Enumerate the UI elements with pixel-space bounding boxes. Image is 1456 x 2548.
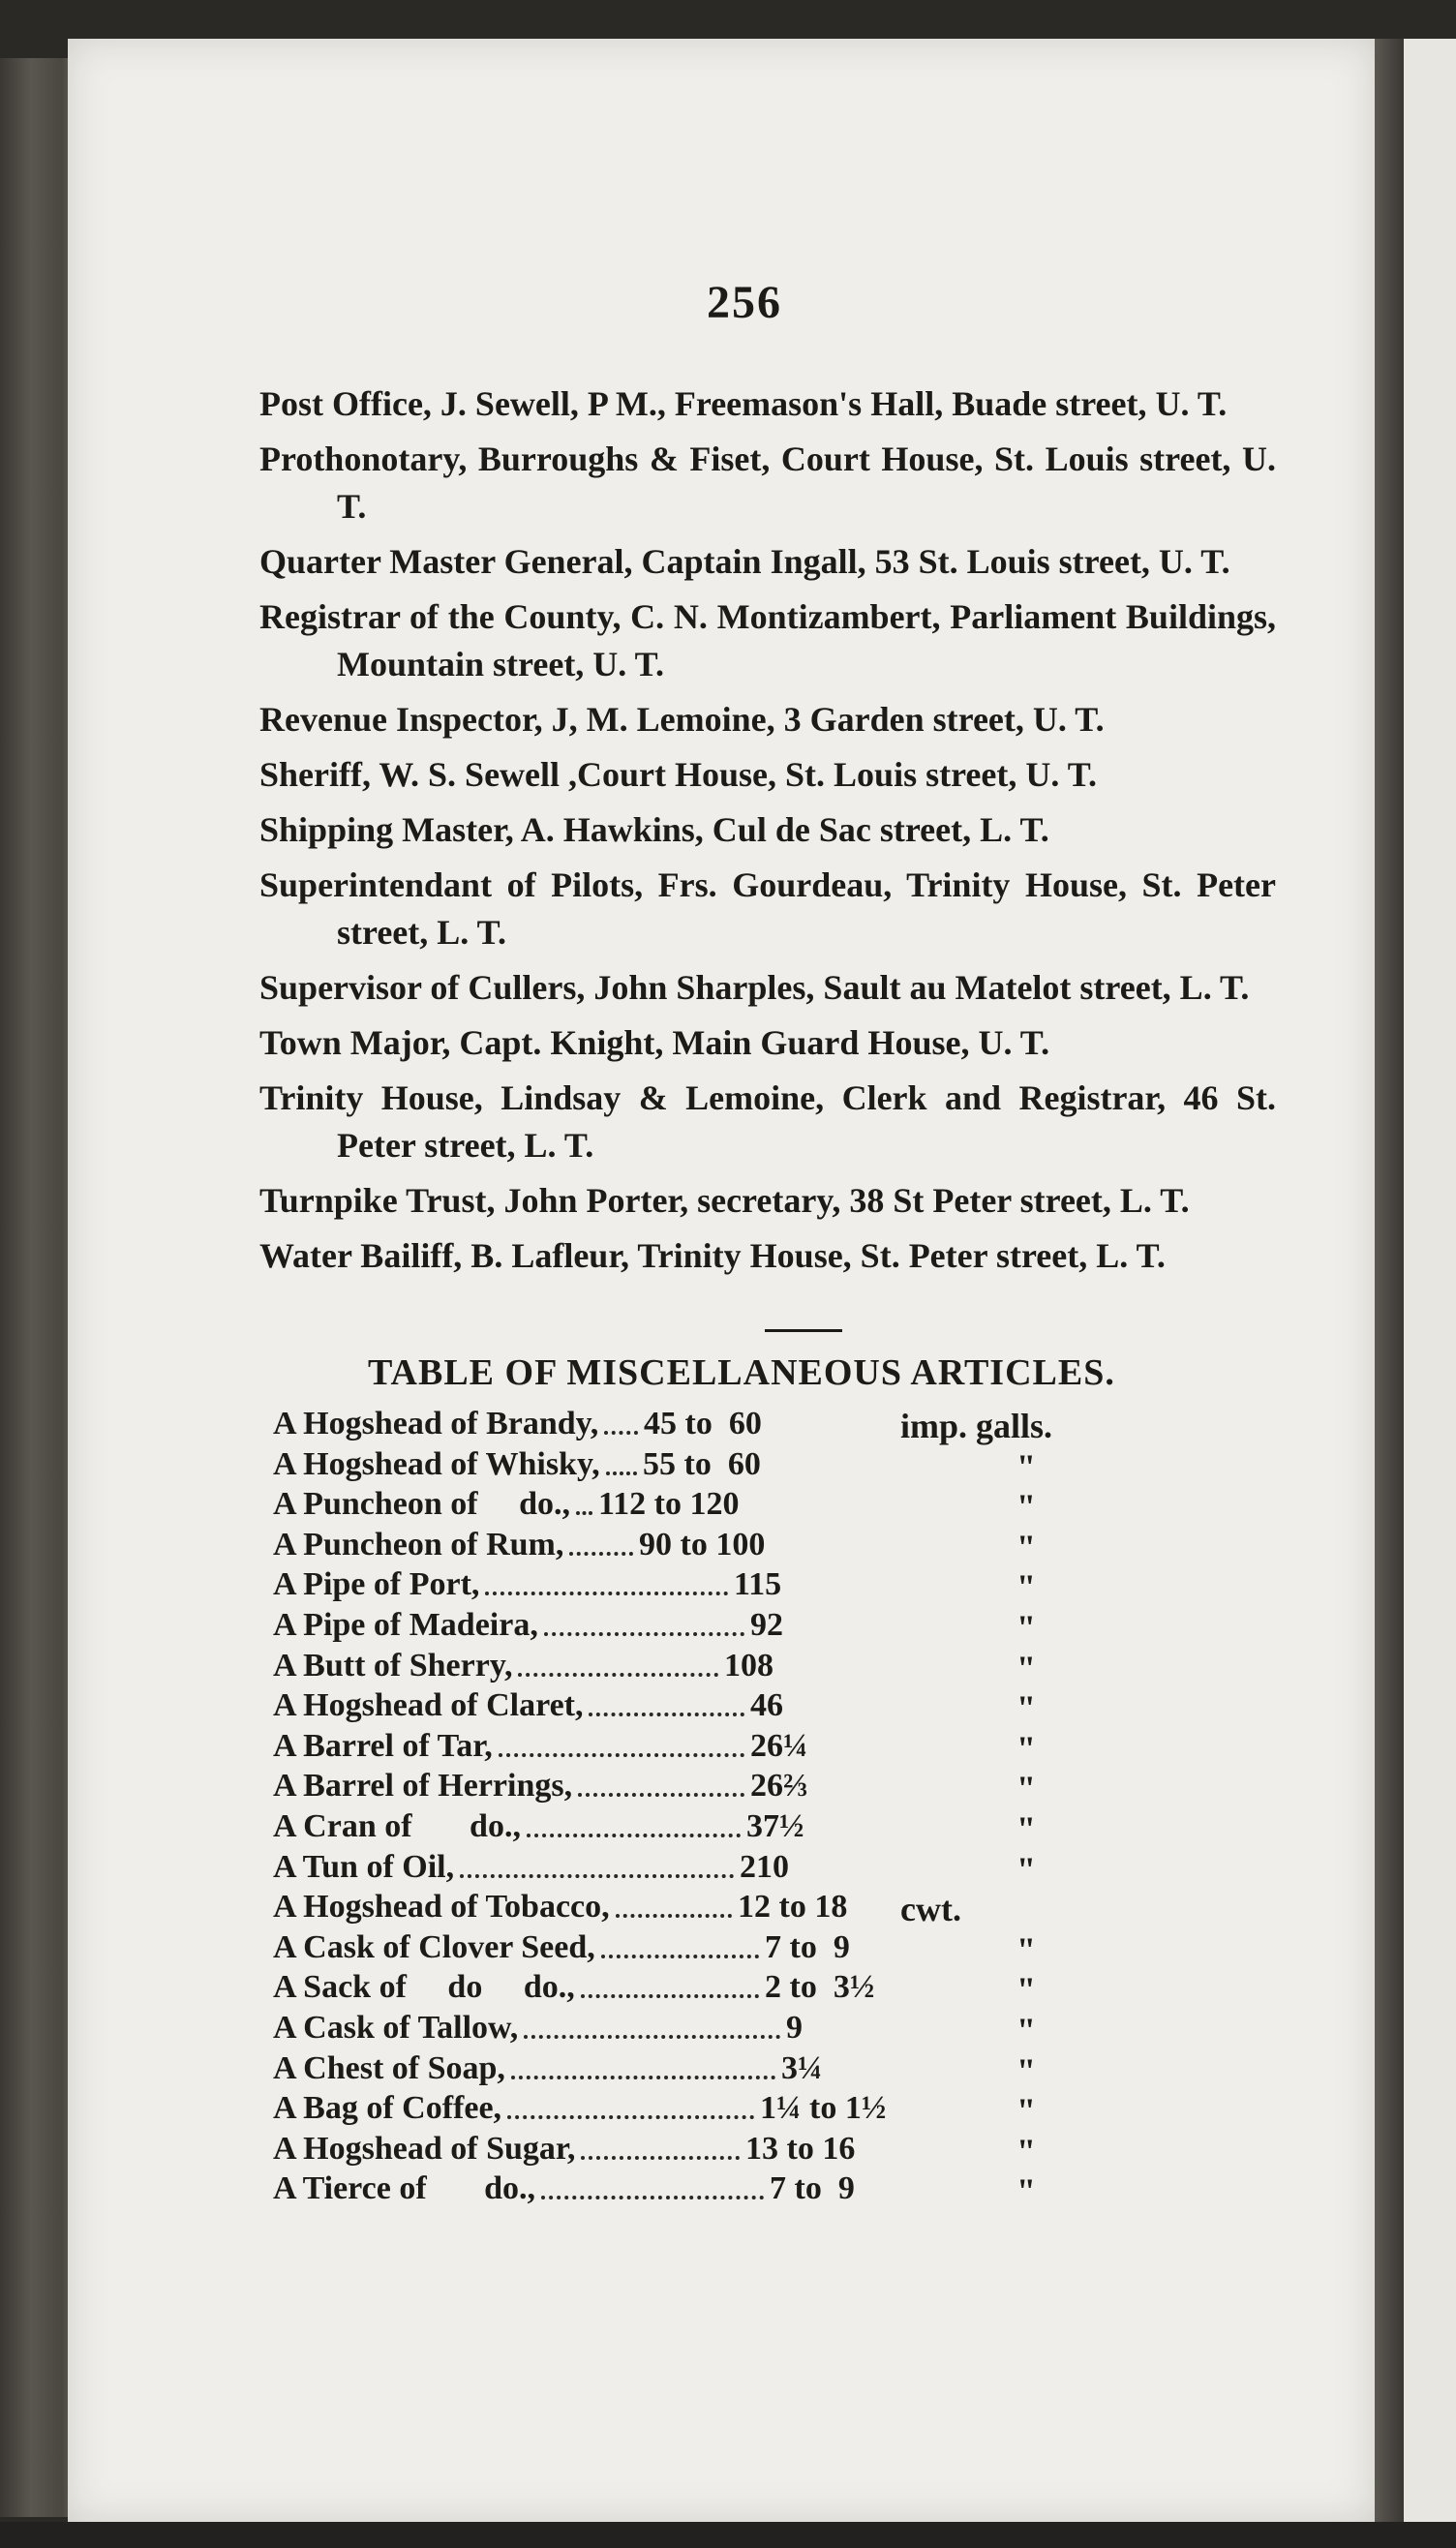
book-binding: [0, 58, 77, 2517]
article-quantity: 7 to 9: [765, 1928, 850, 1965]
article-name: A Hogshead of Brandy,: [273, 1406, 599, 1441]
dot-leader: [576, 1511, 592, 1515]
dot-leader: [604, 1431, 638, 1435]
dot-leader: [581, 1994, 759, 1998]
article-row: [273, 1808, 1280, 1849]
article-name: A Cask of Tallow,: [273, 2009, 519, 2046]
article-quantity: 45 to 60: [644, 1406, 762, 1441]
article-name: A Hogshead of Claret,: [273, 1687, 584, 1724]
article-name: A Barrel of Herrings,: [273, 1768, 573, 1805]
directory-entry: Prothonotary, Burroughs & Fiset, Court House, St. Louis street, U. T.: [259, 440, 1276, 526]
dot-leader: [581, 2156, 740, 2160]
article-row: [273, 2170, 1280, 2211]
article-name: A Bag of Coffee,: [273, 2090, 502, 2127]
section-divider: [765, 1329, 842, 1332]
article-unit: ": [1016, 1688, 1036, 1728]
article-row: [273, 2090, 1280, 2131]
article-quantity: 9: [786, 2009, 803, 2046]
article-quantity: 7 to 9: [770, 2170, 855, 2207]
article-quantity: 108: [724, 1647, 774, 1684]
article-unit: ": [1016, 1849, 1036, 1889]
article-unit: ": [1016, 1648, 1036, 1687]
dot-leader: [460, 1874, 734, 1878]
dot-leader: [485, 1592, 728, 1595]
directory-entry: Post Office, J. Sewell, P M., Freemason's Hall, Buade street, U. T.: [259, 384, 1228, 423]
scan-border: [0, 2522, 1456, 2548]
article-quantity: 112 to 120: [598, 1486, 740, 1523]
directory-entry: Turnpike Trust, John Porter, secretary, 38 St Peter street, L. T.: [259, 1181, 1190, 1220]
article-row: [273, 1648, 1280, 1688]
dot-leader: [527, 1834, 741, 1837]
article-unit: ": [1016, 2131, 1036, 2170]
directory-entry: Shipping Master, A. Hawkins, Cul de Sac street, L. T.: [259, 810, 1049, 849]
article-row: [273, 1446, 1280, 1487]
article-quantity: 37½: [746, 1807, 804, 1844]
article-name: A Tun of Oil,: [273, 1848, 455, 1885]
article-name: A Pipe of Port,: [273, 1566, 480, 1603]
article-unit: ": [1016, 1567, 1036, 1607]
article-quantity: 26¼: [750, 1727, 808, 1764]
article-quantity: 13 to 16: [745, 2130, 856, 2167]
dot-leader: [541, 2196, 764, 2199]
article-unit: ": [1016, 2050, 1036, 2090]
dot-leader: [589, 1713, 744, 1716]
dot-leader: [606, 1471, 637, 1475]
article-name: A Tierce of do.,: [273, 2170, 536, 2207]
article-name: A Hogshead of Tobacco,: [273, 1889, 610, 1926]
directory-entry: Sheriff, W. S. Sewell ,Court House, St. Louis street, U. T.: [259, 755, 1098, 794]
article-name: A Cask of Clover Seed,: [273, 1928, 595, 1965]
article-row: [273, 1969, 1280, 2010]
article-unit: ": [1016, 1728, 1036, 1768]
directory-entry: Town Major, Capt. Knight, Main Guard House, U. T.: [259, 1023, 1050, 1062]
article-quantity: 90 to 100: [639, 1526, 766, 1562]
article-quantity: 12 to 18: [738, 1889, 848, 1926]
dot-leader: [569, 1552, 633, 1556]
article-quantity: 26⅔: [750, 1768, 808, 1805]
dot-leader: [616, 1914, 732, 1918]
directory-entry: Trinity House, Lindsay & Lemoine, Clerk and Registrar, 46 St. Peter street, L. T.: [259, 1078, 1276, 1165]
directory-entry: Revenue Inspector, J, M. Lemoine, 3 Garden street, U. T.: [259, 700, 1105, 739]
article-unit: cwt.: [900, 1890, 961, 1929]
page-gutter: [1375, 39, 1404, 2527]
article-row: [273, 1566, 1280, 1607]
article-row: [273, 1929, 1280, 1970]
article-quantity: 46: [750, 1687, 783, 1724]
article-unit: ": [1016, 1527, 1036, 1566]
dot-leader: [511, 2076, 775, 2079]
article-quantity: 210: [740, 1848, 789, 1885]
article-unit: ": [1016, 1808, 1036, 1848]
article-row: [273, 2131, 1280, 2171]
page-number: 256: [707, 277, 782, 328]
articles-table: [273, 1406, 1280, 2211]
article-quantity: 55 to 60: [643, 1445, 761, 1482]
article-name: A Butt of Sherry,: [273, 1647, 513, 1684]
article-row: [273, 1406, 1280, 1446]
article-name: A Pipe of Madeira,: [273, 1606, 538, 1643]
article-unit: ": [1016, 1446, 1036, 1486]
article-unit: ": [1016, 2171, 1036, 2211]
table-title: TABLE OF MISCELLANEOUS ARTICLES.: [368, 1352, 1115, 1393]
directory-list: [259, 380, 1276, 1288]
directory-entry: Quarter Master General, Captain Ingall, 53 St. Louis street, U. T.: [259, 542, 1230, 581]
article-name: A Sack of do do.,: [273, 1969, 575, 2006]
article-quantity: 92: [750, 1606, 783, 1643]
article-unit: imp. galls.: [900, 1407, 1053, 1445]
article-name: A Hogshead of Sugar,: [273, 2130, 576, 2167]
dot-leader: [601, 1955, 759, 1958]
article-name: A Puncheon of do.,: [273, 1486, 570, 1523]
article-row: [273, 1527, 1280, 1567]
article-quantity: 1¼ to 1½: [760, 2090, 887, 2127]
article-quantity: 115: [734, 1566, 782, 1603]
article-row: [273, 2010, 1280, 2050]
article-name: A Cran of do.,: [273, 1807, 521, 1844]
article-row: [273, 2050, 1280, 2091]
article-unit: ": [1016, 1769, 1036, 1808]
article-name: A Puncheon of Rum,: [273, 1526, 564, 1562]
article-quantity: 3¼: [781, 2049, 823, 2086]
article-unit: ": [1016, 1970, 1036, 2010]
directory-entry: Supervisor of Cullers, John Sharples, Sault au Matelot street, L. T.: [259, 968, 1250, 1007]
dot-leader: [518, 1673, 718, 1677]
article-unit: ": [1016, 1607, 1036, 1647]
article-unit: ": [1016, 1929, 1036, 1969]
article-unit: ": [1016, 2010, 1036, 2049]
facing-page-edge: [1404, 39, 1456, 2527]
article-row: [273, 1687, 1280, 1728]
article-row: [273, 1607, 1280, 1648]
article-quantity: 2 to 3½: [765, 1969, 875, 2006]
article-name: A Barrel of Tar,: [273, 1727, 493, 1764]
article-unit: ": [1016, 1487, 1036, 1527]
article-row: [273, 1849, 1280, 1890]
dot-leader: [499, 1753, 744, 1757]
article-row: [273, 1728, 1280, 1769]
directory-entry: Registrar of the County, C. N. Montizambert, Parliament Buildings, Mountain street, U. T.: [259, 597, 1276, 683]
article-row: [273, 1486, 1280, 1527]
article-name: A Hogshead of Whisky,: [273, 1445, 600, 1482]
article-name: A Chest of Soap,: [273, 2049, 505, 2086]
dot-leader: [578, 1793, 744, 1797]
directory-entry: Superintendant of Pilots, Frs. Gourdeau, Trinity House, St. Peter street, L. T.: [259, 865, 1276, 952]
article-row: [273, 1768, 1280, 1808]
dot-leader: [524, 2035, 780, 2039]
article-row: [273, 1889, 1280, 1929]
dot-leader: [544, 1632, 744, 1636]
directory-entry: Water Bailiff, B. Lafleur, Trinity House, St. Peter street, L. T.: [259, 1236, 1166, 1275]
dot-leader: [507, 2115, 754, 2119]
article-unit: ": [1016, 2091, 1036, 2131]
